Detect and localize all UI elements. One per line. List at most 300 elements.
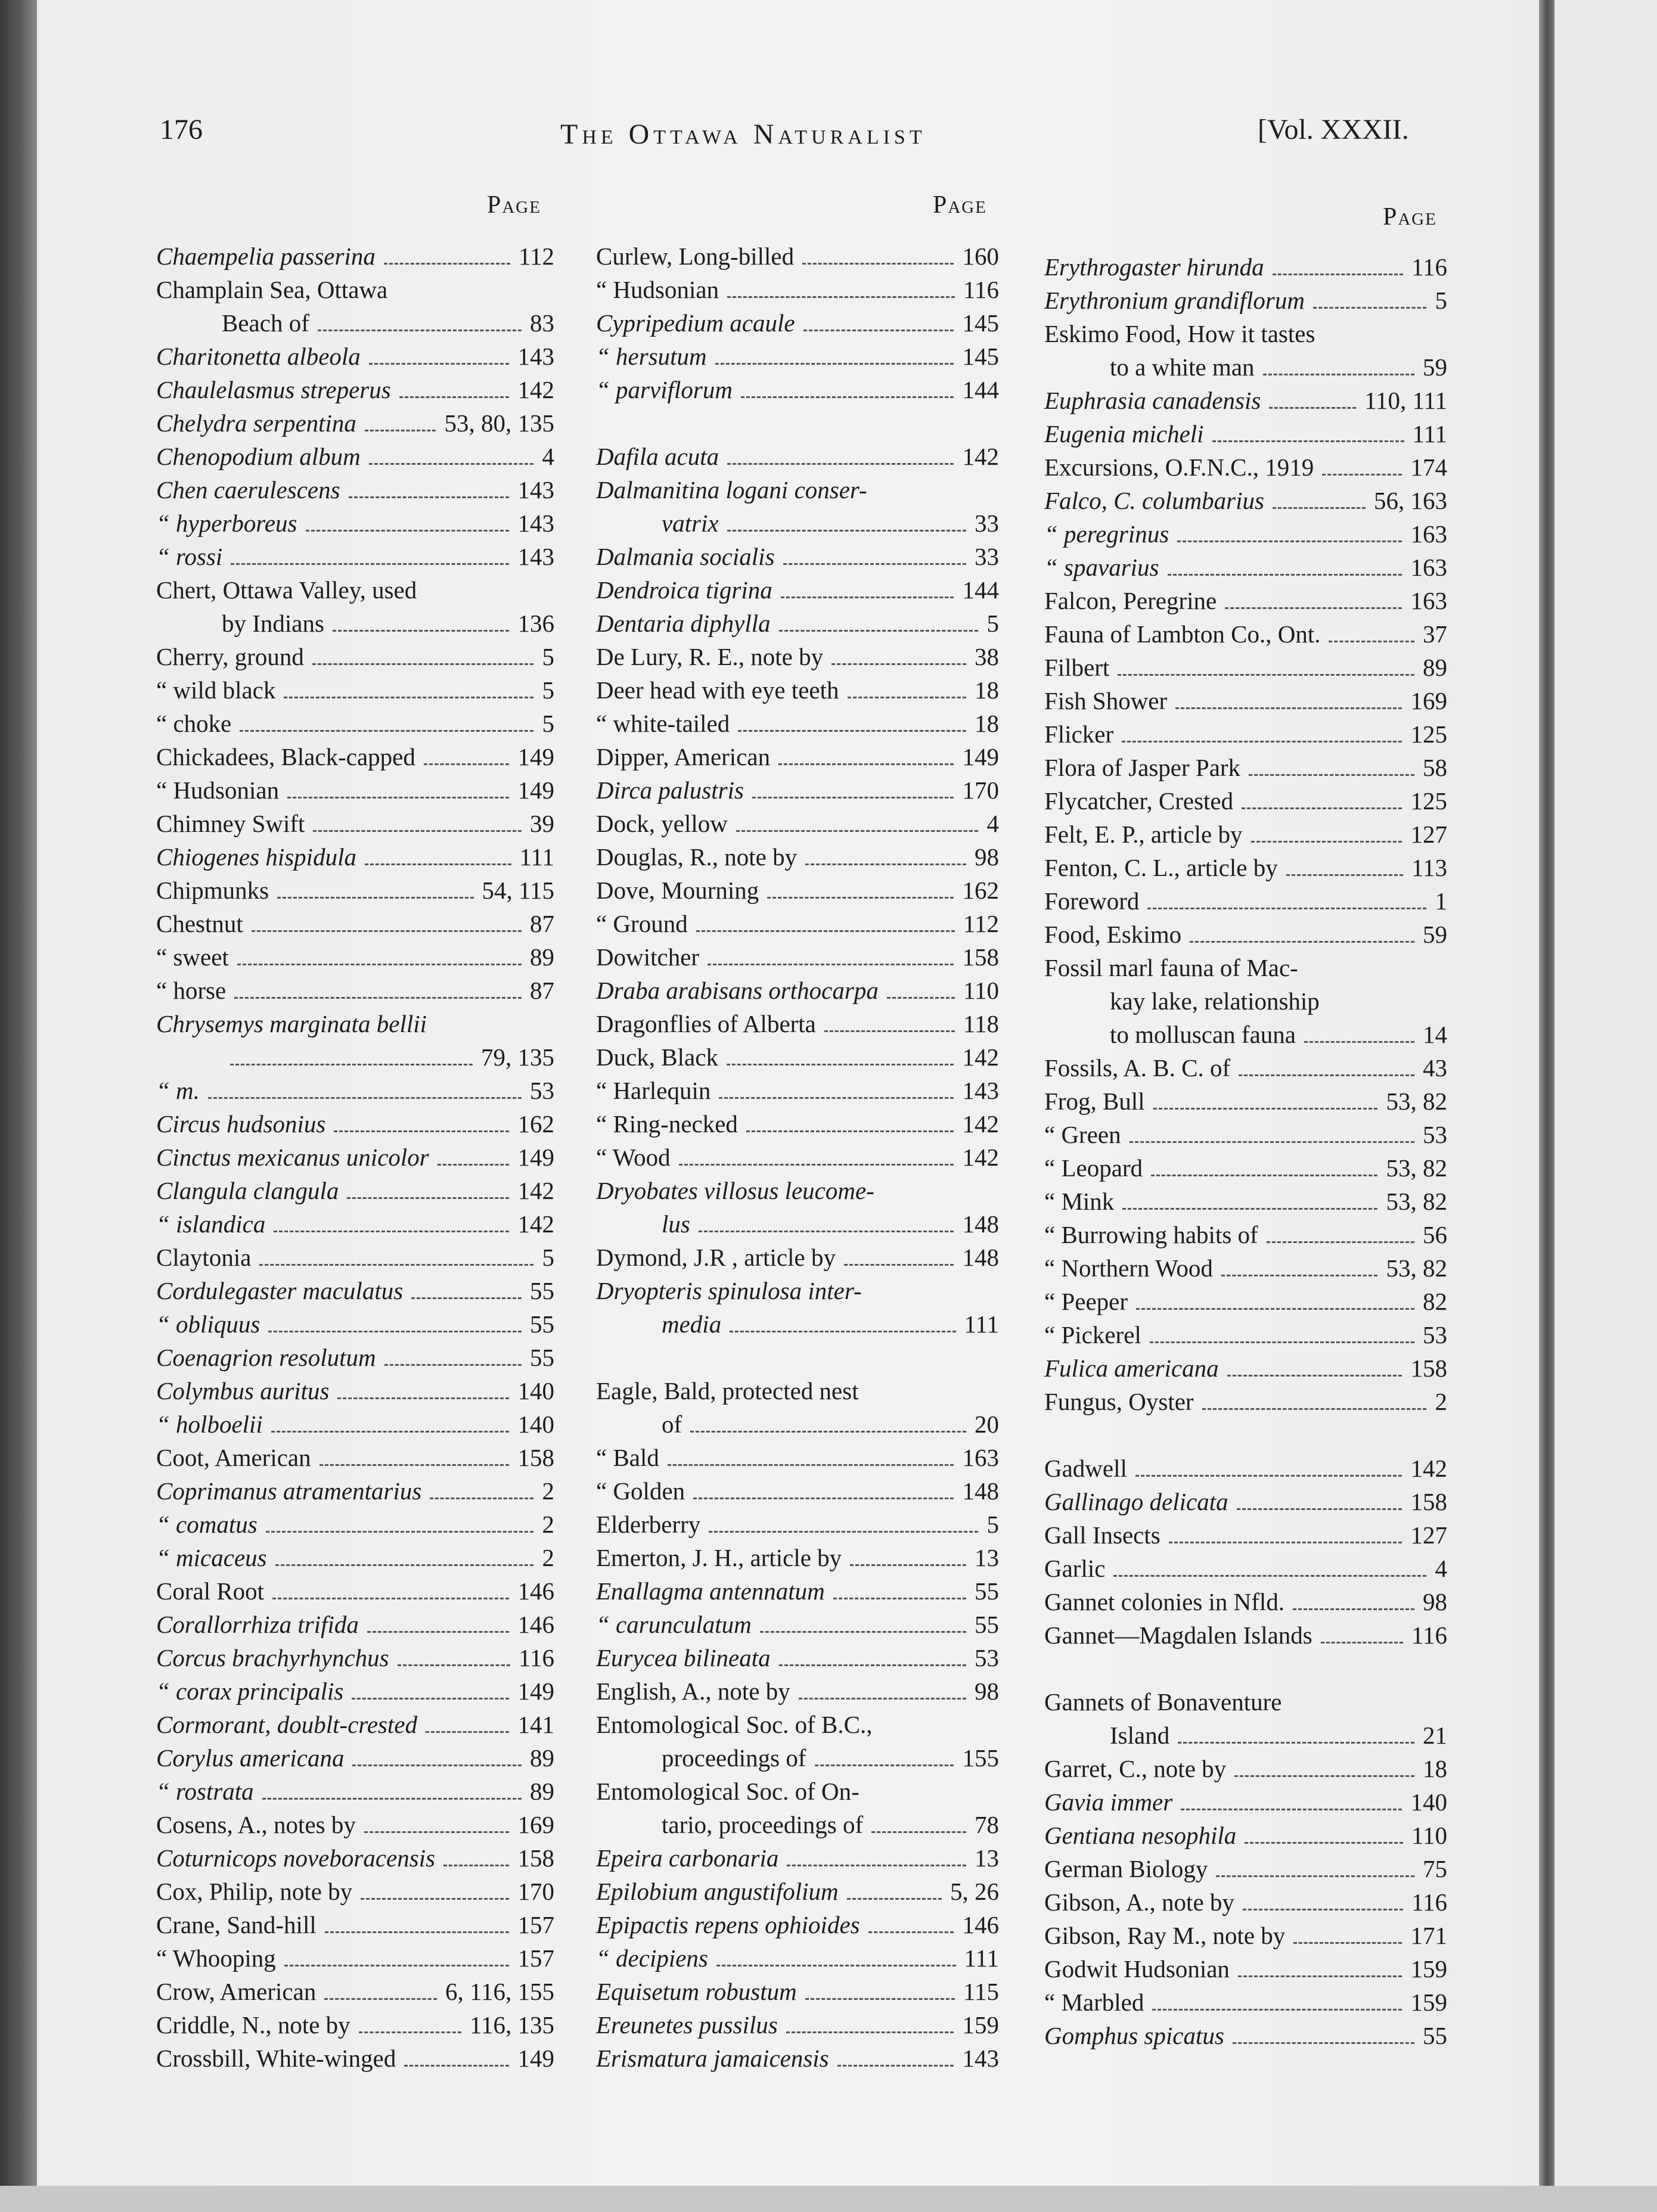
leader-dots	[313, 830, 522, 832]
entry-page-numbers: 83	[530, 309, 554, 337]
entry-page-numbers: 145	[962, 343, 999, 370]
entry-page-numbers: 127	[1410, 821, 1447, 848]
index-entry	[156, 740, 554, 773]
entry-name: “ Whooping	[156, 1944, 276, 1972]
entry-page-numbers: 116, 135	[470, 2011, 554, 2039]
entry-page-numbers: 53	[530, 1077, 554, 1104]
leader-dots	[844, 1264, 954, 1266]
leader-dots	[365, 430, 436, 431]
index-entry	[156, 1207, 554, 1241]
entry-page-numbers: 98	[1423, 1588, 1447, 1615]
leader-dots	[369, 463, 533, 465]
entry-name: Cypripedium acaule	[596, 309, 795, 337]
entry-page-numbers: 158	[1410, 1488, 1447, 1515]
entry-name: Ereunetes pussilus	[596, 2011, 778, 2039]
page-bottom-edge	[0, 2186, 1657, 2212]
entry-name: Equisetum robustum	[596, 1978, 797, 2005]
leader-dots	[337, 1397, 509, 1399]
entry-page-numbers: 149	[517, 2045, 554, 2072]
leader-dots	[1273, 274, 1403, 275]
leader-dots	[1136, 1308, 1414, 1310]
entry-name: Dock, yellow	[596, 810, 728, 837]
leader-dots	[1237, 1508, 1402, 1510]
leader-dots	[365, 863, 511, 865]
entry-name: “ obliquus	[156, 1310, 260, 1338]
entry-page-numbers: 163	[1410, 520, 1447, 548]
index-entry	[156, 974, 554, 1007]
index-entry	[156, 807, 554, 840]
entry-name: “ Golden	[596, 1477, 685, 1505]
leader-dots	[399, 396, 509, 398]
index-entry	[596, 1608, 999, 1641]
index-entry	[156, 1408, 554, 1441]
leader-dots	[783, 563, 966, 565]
entry-name: Chert, Ottawa Valley, used	[156, 576, 417, 604]
index-entry	[596, 1441, 999, 1474]
index-entry	[156, 1274, 554, 1307]
entry-name: Dendroica tigrina	[596, 576, 772, 604]
index-entry	[1044, 551, 1447, 584]
entry-name: “ rostrata	[156, 1778, 254, 1805]
entry-page-numbers: 4	[542, 443, 554, 470]
entry-name: Dowitcher	[596, 943, 700, 971]
entry-page-numbers: 5	[986, 1511, 999, 1538]
entry-page-numbers: 5	[1435, 287, 1447, 314]
entry-page-numbers: 13	[975, 1844, 999, 1872]
leader-dots	[727, 530, 966, 532]
leader-dots	[1225, 607, 1402, 609]
leader-dots	[727, 1064, 954, 1065]
leader-dots	[364, 1831, 509, 1833]
index-entry	[156, 1007, 554, 1074]
leader-dots	[833, 1598, 966, 1599]
entry-name: “ Burrowing habits of	[1044, 1221, 1258, 1248]
entry-page-numbers: 55	[975, 1577, 999, 1605]
leader-dots	[1151, 1175, 1377, 1176]
entry-continuation: by Indians	[222, 610, 324, 637]
index-entry	[1044, 1485, 1447, 1518]
index-entry	[596, 1674, 999, 1708]
index-entry	[596, 1007, 999, 1040]
entry-page-numbers: 4	[1435, 1555, 1447, 1582]
entry-name: “ hyperboreus	[156, 509, 297, 537]
entry-name: “ holboelii	[156, 1411, 263, 1438]
entry-name: Dalmania socialis	[596, 543, 775, 570]
entry-page-numbers: 2	[1435, 1388, 1447, 1415]
index-entry	[596, 773, 999, 807]
index-entry	[596, 707, 999, 740]
entry-page-numbers: 174	[1410, 453, 1447, 481]
entry-name: Foreword	[1044, 887, 1140, 915]
entry-name: “ Hudsonian	[596, 276, 719, 303]
entry-page-numbers: 14	[1423, 1021, 1447, 1048]
leader-dots	[1202, 1408, 1426, 1410]
entry-name: Epilobium angustifolium	[596, 1878, 839, 1905]
index-entry	[156, 1574, 554, 1608]
index-entry	[596, 1975, 999, 2008]
index-entry	[596, 540, 999, 573]
entry-name: Dragonflies of Alberta	[596, 1010, 816, 1037]
entry-name: Coturnicops noveboracensis	[156, 1844, 436, 1872]
leader-dots	[871, 1831, 966, 1833]
entry-page-numbers: 127	[1410, 1521, 1447, 1549]
index-entry	[1044, 417, 1447, 451]
entry-page-numbers: 111	[964, 1944, 999, 1972]
leader-dots	[696, 930, 955, 932]
index-entry	[1044, 1452, 1447, 1485]
entry-name: Gannet colonies in Nfld.	[1044, 1588, 1285, 1615]
index-entry	[1044, 784, 1447, 818]
entry-name: “ Ground	[596, 910, 688, 937]
leader-dots	[1113, 1575, 1426, 1577]
leader-dots	[1130, 1141, 1414, 1143]
entry-page-numbers: 159	[1410, 1989, 1447, 2016]
entry-name: Garret, C., note by	[1044, 1755, 1227, 1782]
index-entry	[156, 840, 554, 874]
entry-page-numbers: 111	[964, 1310, 999, 1338]
entry-name: Corallorrhiza trifida	[156, 1611, 359, 1638]
leader-dots	[868, 1931, 954, 1933]
entry-name: Filbert	[1044, 654, 1110, 681]
entry-page-numbers: 113	[1411, 854, 1447, 881]
index-entry	[1044, 1352, 1447, 1385]
entry-page-numbers: 146	[517, 1611, 554, 1638]
leader-dots	[690, 1431, 966, 1433]
index-entry	[156, 1174, 554, 1207]
entry-name: Colymbus auritus	[156, 1377, 330, 1405]
entry-page-numbers: 170	[517, 1878, 554, 1905]
entry-name: Entomological Soc. of On-	[596, 1778, 859, 1805]
entry-page-numbers: 59	[1423, 921, 1447, 948]
leader-dots	[1212, 440, 1404, 442]
entry-page-numbers: 149	[517, 1677, 554, 1705]
entry-page-numbers: 53, 82	[1386, 1154, 1447, 1182]
entry-page-numbers: 18	[1423, 1755, 1447, 1782]
leader-dots	[1329, 641, 1414, 642]
leader-dots	[805, 1998, 955, 2000]
entry-page-numbers: 157	[517, 1944, 554, 1972]
entry-name: Gentiana nesophila	[1044, 1822, 1237, 1849]
entry-continuation: vatrix	[662, 509, 719, 537]
leader-dots	[1304, 1041, 1414, 1043]
index-entry	[156, 2042, 554, 2075]
entry-page-numbers: 163	[962, 1444, 999, 1471]
leader-dots	[284, 697, 533, 698]
entry-name: “ white-tailed	[596, 710, 730, 737]
index-entry	[156, 1641, 554, 1674]
leader-dots	[1181, 1809, 1402, 1810]
entry-name: Coenagrion resolutum	[156, 1344, 376, 1371]
index-entry	[156, 473, 554, 507]
index-entry	[1044, 1218, 1447, 1251]
entry-name: Fossils, A. B. C. of	[1044, 1054, 1231, 1082]
column-header: Page	[487, 191, 541, 219]
entry-page-numbers: 159	[1410, 1955, 1447, 1983]
index-entry	[156, 273, 554, 340]
leader-dots	[1267, 1241, 1414, 1243]
leader-dots	[738, 730, 966, 732]
entry-page-numbers: 111	[1412, 420, 1447, 448]
entry-continuation: of	[662, 1411, 682, 1438]
index-entry	[156, 1908, 554, 1941]
index-entry	[596, 1508, 999, 1541]
index-entry	[1044, 451, 1447, 484]
entry-name: Dirca palustris	[596, 776, 744, 804]
journal-title-text: The Ottawa Naturalist	[560, 119, 926, 150]
index-entry	[1044, 1285, 1447, 1318]
leader-dots	[727, 296, 955, 298]
index-entry	[596, 1775, 999, 1841]
entry-name: Claytonia	[156, 1244, 252, 1271]
entry-page-numbers: 136	[517, 610, 554, 637]
index-entry	[156, 1708, 554, 1741]
entry-name: Cinctus mexicanus unicolor	[156, 1144, 429, 1171]
entry-page-numbers: 79, 135	[481, 1043, 554, 1071]
entry-page-numbers: 110	[963, 977, 999, 1004]
entry-name: Dove, Mourning	[596, 877, 759, 904]
index-entry	[596, 1574, 999, 1608]
leader-dots	[752, 797, 954, 799]
entry-name: Gannet—Magdalen Islands	[1044, 1621, 1312, 1649]
entry-page-numbers: 118	[963, 1010, 999, 1037]
adjacent-page-edge	[1554, 0, 1657, 2212]
leader-dots	[424, 763, 509, 765]
index-entry	[156, 1841, 554, 1875]
entry-name: Gibson, A., note by	[1044, 1888, 1234, 1916]
entry-name: “ spavarius	[1044, 554, 1159, 581]
entry-page-numbers: 140	[517, 1377, 554, 1405]
entry-page-numbers: 53, 82	[1386, 1188, 1447, 1215]
index-entry	[156, 1241, 554, 1274]
leader-dots	[736, 830, 978, 832]
entry-name: “ m.	[156, 1077, 200, 1104]
entry-name: Cox, Philip, note by	[156, 1878, 353, 1905]
index-entry	[596, 673, 999, 707]
index-entry	[1044, 2019, 1447, 2052]
entry-name: Cosens, A., notes by	[156, 1811, 356, 1838]
entry-page-numbers: 112	[519, 243, 554, 270]
leader-dots	[334, 1130, 509, 1132]
index-entry	[596, 940, 999, 974]
index-entry	[596, 640, 999, 673]
index-entry	[1044, 1051, 1447, 1085]
leader-dots	[719, 1097, 954, 1099]
leader-dots	[252, 930, 522, 932]
entry-page-numbers: 55	[530, 1277, 554, 1304]
index-entry	[596, 1641, 999, 1674]
leader-dots	[887, 997, 955, 999]
entry-continuation: proceedings of	[662, 1744, 806, 1772]
entry-name: Gannets of Bonaventure	[1044, 1688, 1282, 1716]
index-entry	[156, 673, 554, 707]
index-entry	[156, 1341, 554, 1374]
entry-name: Gall Insects	[1044, 1521, 1160, 1549]
entry-page-numbers: 171	[1410, 1922, 1447, 1949]
leader-dots	[715, 363, 954, 365]
leader-dots	[1293, 1942, 1402, 1944]
leader-dots	[848, 697, 966, 698]
entry-name: Epeira carbonaria	[596, 1844, 779, 1872]
leader-dots	[324, 1998, 437, 2000]
index-entry	[596, 306, 999, 340]
entry-page-numbers: 159	[962, 2011, 999, 2039]
entry-page-numbers: 5	[986, 610, 999, 637]
entry-name: Erismatura jamaicensis	[596, 2045, 829, 2072]
leader-dots	[1238, 1975, 1402, 1977]
index-entry	[1044, 1185, 1447, 1218]
leader-dots	[1251, 841, 1402, 843]
entry-name: “ Ring-necked	[596, 1110, 738, 1138]
leader-dots	[1175, 707, 1402, 709]
leader-dots	[230, 1064, 473, 1065]
leader-dots	[1150, 1341, 1414, 1343]
entry-name: Coprimanus atramentarius	[156, 1477, 422, 1505]
index-entry	[1044, 684, 1447, 717]
entry-page-numbers: 20	[975, 1411, 999, 1438]
index-entry	[596, 1040, 999, 1074]
index-entry	[1044, 751, 1447, 784]
index-entry	[1044, 317, 1447, 384]
entry-name: Flora of Jasper Park	[1044, 754, 1241, 781]
entry-name: “ Mink	[1044, 1188, 1115, 1215]
index-entry	[1044, 1118, 1447, 1151]
leader-dots	[231, 563, 509, 565]
leader-dots	[1243, 1909, 1403, 1910]
entry-name: Garlic	[1044, 1555, 1106, 1582]
index-entry	[1044, 851, 1447, 884]
entry-page-numbers: 4	[986, 810, 999, 837]
index-entry	[596, 1908, 999, 1941]
entry-name: Dentaria diphylla	[596, 610, 771, 637]
entry-name: Cherry, ground	[156, 643, 304, 670]
entry-page-numbers: 125	[1410, 787, 1447, 815]
index-entry	[156, 1674, 554, 1708]
index-entry	[156, 240, 554, 273]
entry-page-numbers: 142	[517, 1210, 554, 1238]
leader-dots	[1227, 1375, 1402, 1377]
leader-dots	[779, 1664, 966, 1666]
entry-name: “ peregrinus	[1044, 520, 1169, 548]
entry-name: “ Leopard	[1044, 1154, 1143, 1182]
index-entry	[156, 1107, 554, 1141]
index-entry	[596, 240, 999, 273]
entry-name: Epipactis repens ophioides	[596, 1911, 860, 1938]
index-entry	[156, 1374, 554, 1408]
leader-dots	[824, 1030, 955, 1032]
leader-dots	[781, 597, 954, 598]
index-entry	[156, 1741, 554, 1775]
leader-dots	[1152, 2009, 1402, 2011]
entry-page-numbers: 146	[517, 1577, 554, 1605]
index-entry	[156, 2008, 554, 2042]
entry-name: Chenopodium album	[156, 443, 361, 470]
entry-name: Falcon, Peregrine	[1044, 587, 1217, 614]
entry-page-numbers: 116	[963, 276, 999, 303]
index-entry	[156, 1307, 554, 1341]
leader-dots	[333, 630, 509, 632]
index-entry	[1044, 1518, 1447, 1552]
entry-page-numbers: 140	[517, 1411, 554, 1438]
entry-name: Criddle, N., note by	[156, 2011, 350, 2039]
entry-name: “ choke	[156, 710, 232, 737]
leader-dots	[746, 1130, 954, 1132]
entry-name: Chaempelia passerina	[156, 243, 376, 270]
index-entry	[596, 373, 999, 406]
leader-dots	[1269, 407, 1356, 409]
index-entry	[1044, 818, 1447, 851]
entry-page-numbers: 5	[542, 676, 554, 704]
leader-dots	[847, 1898, 942, 1900]
leader-dots	[384, 263, 510, 265]
index-entry	[596, 1841, 999, 1875]
leader-dots	[1221, 1275, 1377, 1276]
entry-name: Chiogenes hispidula	[156, 843, 356, 871]
leader-dots	[272, 1598, 509, 1599]
leader-dots	[262, 1798, 522, 1800]
leader-dots	[437, 1164, 509, 1166]
index-entry	[156, 773, 554, 807]
entry-page-numbers: 18	[975, 676, 999, 704]
entry-name: Chelydra serpentina	[156, 409, 356, 437]
entry-name: Eskimo Food, How it tastes	[1044, 320, 1315, 347]
entry-page-numbers: 142	[962, 1144, 999, 1171]
entry-name: “ Pickerel	[1044, 1321, 1141, 1349]
index-entry	[1044, 1685, 1447, 1752]
index-entry	[1044, 517, 1447, 551]
leader-dots	[1177, 540, 1402, 542]
column-header: Page	[1383, 203, 1437, 231]
leader-dots	[352, 1764, 522, 1766]
entry-name: “ hersutum	[596, 343, 707, 370]
entry-page-numbers: 116	[1411, 253, 1447, 281]
leader-dots	[384, 1364, 522, 1366]
entry-name: Chaulelasmus streperus	[156, 376, 391, 403]
index-entry	[1044, 1852, 1447, 1885]
entry-page-numbers: 116	[1411, 1888, 1447, 1916]
leader-dots	[1249, 774, 1414, 776]
index-entry	[596, 1875, 999, 1908]
entry-page-numbers: 87	[530, 977, 554, 1004]
entry-name: Crossbill, White-winged	[156, 2045, 396, 2072]
index-entry	[1044, 1885, 1447, 1919]
index-entry	[1044, 1919, 1447, 1952]
entry-page-numbers: 158	[517, 1444, 554, 1471]
entry-page-numbers: 2	[542, 1511, 554, 1538]
leader-dots	[767, 897, 954, 899]
entry-name: “ rossi	[156, 543, 223, 570]
index-entry	[596, 840, 999, 874]
entry-name: Chipmunks	[156, 877, 269, 904]
entry-page-numbers: 143	[517, 476, 554, 504]
entry-name: Dipper, American	[596, 743, 771, 771]
entry-name: Emerton, J. H., article by	[596, 1544, 842, 1571]
index-entry	[1044, 1986, 1447, 2019]
leader-dots	[277, 897, 474, 899]
entry-name: Frog, Bull	[1044, 1088, 1145, 1115]
volume-label: [Vol. XXXII.	[1258, 114, 1409, 145]
leader-dots	[1239, 1074, 1414, 1076]
leader-dots	[274, 1231, 509, 1232]
entry-name: Felt, E. P., article by	[1044, 821, 1243, 848]
index-entry	[1044, 250, 1447, 284]
index-entry	[156, 1441, 554, 1474]
leader-dots	[1273, 507, 1366, 509]
entry-name: Flicker	[1044, 720, 1114, 748]
entry-page-numbers: 140	[1410, 1788, 1447, 1816]
entry-page-numbers: 75	[1423, 1855, 1447, 1882]
leader-dots	[325, 1931, 509, 1933]
index-entry	[596, 273, 999, 306]
